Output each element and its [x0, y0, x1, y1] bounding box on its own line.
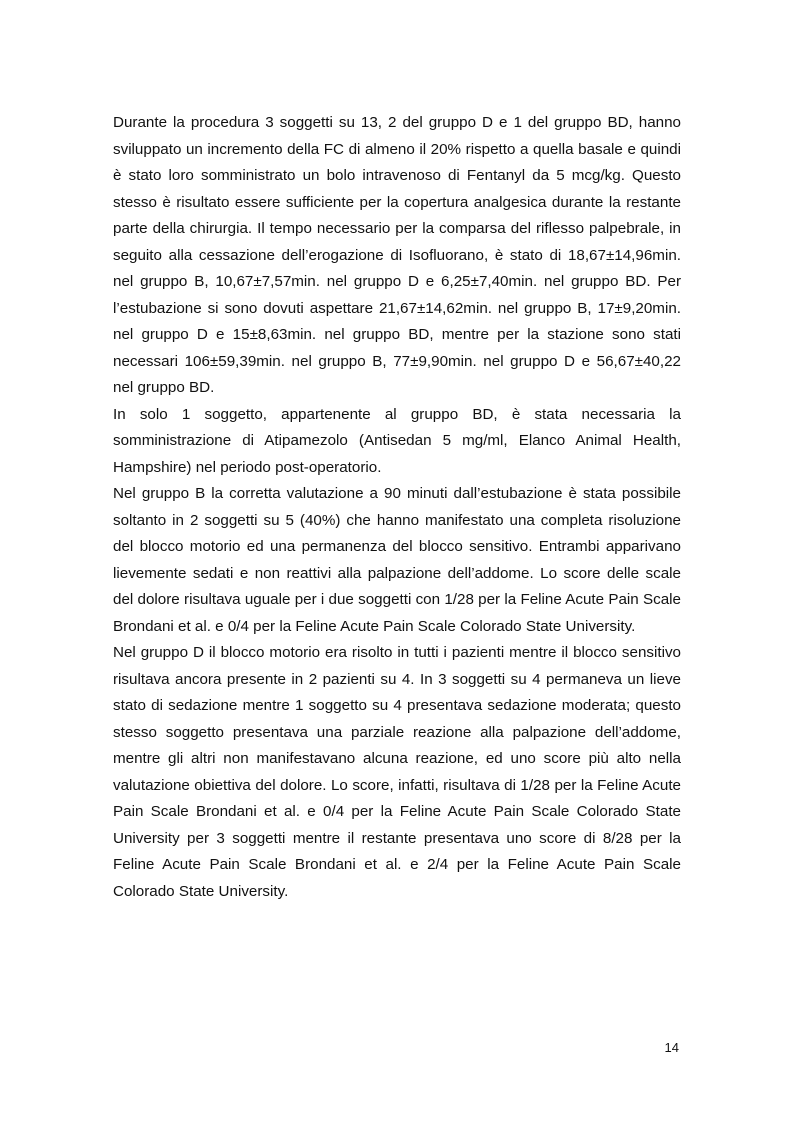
paragraph-3: Nel gruppo B la corretta valutazione a 90 minuti dall’estubazione è stata possibile soltanto in 2 soggetti su 5 (40%) che hanno manifestato una completa risoluzione del blocco motorio ed una permanenza del blocco sensitivo. Entrambi apparivano lievemente sedati e non reattivi alla palpazione dell’addome. Lo score delle scale del dolore risultava uguale per i due soggetti con 1/28 per la Feline Acute Pain Scale Brondani et al. e 0/4 per la Feline Acute Pain Scale Colorado State University.	[113, 485, 681, 635]
body-text	[113, 110, 681, 905]
page-number: 14	[664, 1040, 679, 1055]
paragraph-4: Nel gruppo D il blocco motorio era risolto in tutti i pazienti mentre il blocco sensitivo risultava ancora presente in 2 pazienti su 4. In 3 soggetti su 4 permaneva un lieve stato di sedazione mentre 1 soggetto su 4 presentava sedazione moderata; questo stesso soggetto presentava una parziale reazione alla palpazione dell’addome, mentre gli altri non manifestavano alcuna reazione, ed uno score più alto nella valutazione obiettiva del dolore. Lo score, infatti, risultava di 1/28 per la Feline Acute Pain Scale Brondani et al. e 0/4 per la Feline Acute Pain Scale Colorado State University per 3 soggetti mentre il restante presentava uno score di 8/28 per la Feline Acute Pain Scale Brondani et al. e 2/4 per la Feline Acute Pain Scale Colorado State University.	[113, 644, 681, 900]
paragraph-2: In solo 1 soggetto, appartenente al gruppo BD, è stata necessaria la somministrazione di Atipamezolo (Antisedan 5 mg/ml, Elanco Animal Health, Hampshire) nel periodo post-operatorio.	[113, 405, 681, 476]
paragraph-1: Durante la procedura 3 soggetti su 13, 2 del gruppo D e 1 del gruppo BD, hanno sviluppato un incremento della FC di almeno il 20% rispetto a quella basale e quindi è stato loro somministrato un bolo intravenoso di Fentanyl da 5 mcg/kg. Questo stesso è risultato essere sufficiente per la copertura analgesica durante la restante parte della chirurgia. Il tempo necessario per la comparsa del riflesso palpebrale, in seguito alla cessazione dell’erogazione di Isofluorano, è stato di 18,67±14,96min. nel gruppo B, 10,67±7,57min. nel gruppo D e 6,25±7,40min. nel gruppo BD. Per l’estubazione si sono dovuti aspettare 21,67±14,62min. nel gruppo B, 17±9,20min. nel gruppo D e 15±8,63min. nel gruppo BD, mentre per la stazione sono stati necessari 106±59,39min. nel gruppo B, 77±9,90min. nel gruppo D e 56,67±40,22 nel gruppo BD.	[113, 114, 681, 396]
